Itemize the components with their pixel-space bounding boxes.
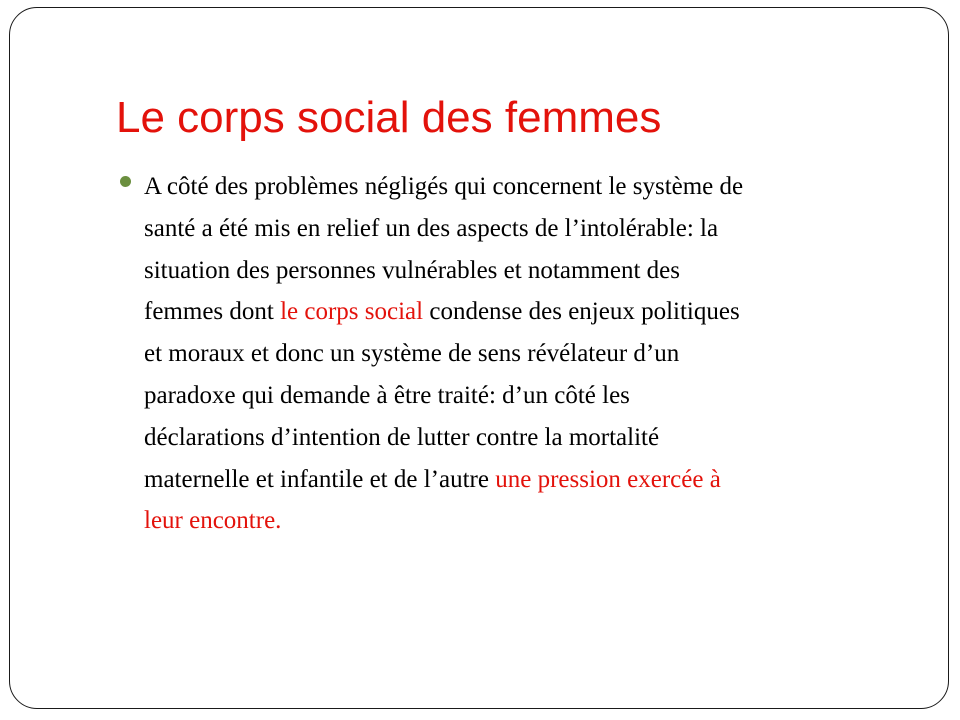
highlight-pression: une pression exercée à xyxy=(495,465,721,493)
slide-title: Le corps social des femmes xyxy=(116,93,662,142)
text-segment: et moraux et donc un système de sens révélateur d’un xyxy=(144,340,680,368)
text-line-9 xyxy=(144,500,916,542)
text-segment: A côté des problèmes négligés qui concernent le système de xyxy=(144,173,744,200)
text-line-4 xyxy=(144,291,916,333)
text-segment: santé a été mis en relief un des aspects de l’intolérable: la xyxy=(144,214,719,242)
text-line-8 xyxy=(144,459,916,501)
text-line-3 xyxy=(144,250,916,292)
text-segment: situation des personnes vulnérables et notamment des xyxy=(144,256,680,284)
highlight-corps-social: le corps social xyxy=(280,298,424,326)
text-segment: paradoxe qui demande à être traité: d’un côté les xyxy=(144,381,630,409)
bullet-item xyxy=(116,166,916,542)
text-segment: déclarations d’intention de lutter contre la mortalité xyxy=(144,423,660,451)
text-line-1 xyxy=(144,166,916,208)
text-line-2 xyxy=(144,208,916,250)
text-line-5 xyxy=(144,333,916,375)
bullet-list xyxy=(116,166,916,542)
bullet-dot-icon xyxy=(120,176,131,187)
text-line-7 xyxy=(144,417,916,459)
slide-frame xyxy=(9,7,949,709)
text-line-6 xyxy=(144,375,916,417)
text-segment: maternelle et infantile et de l’autre xyxy=(144,465,496,493)
text-segment: femmes dont xyxy=(144,298,281,326)
highlight-encontre: leur encontre. xyxy=(144,507,282,535)
text-segment: condense des enjeux politiques xyxy=(423,298,740,326)
